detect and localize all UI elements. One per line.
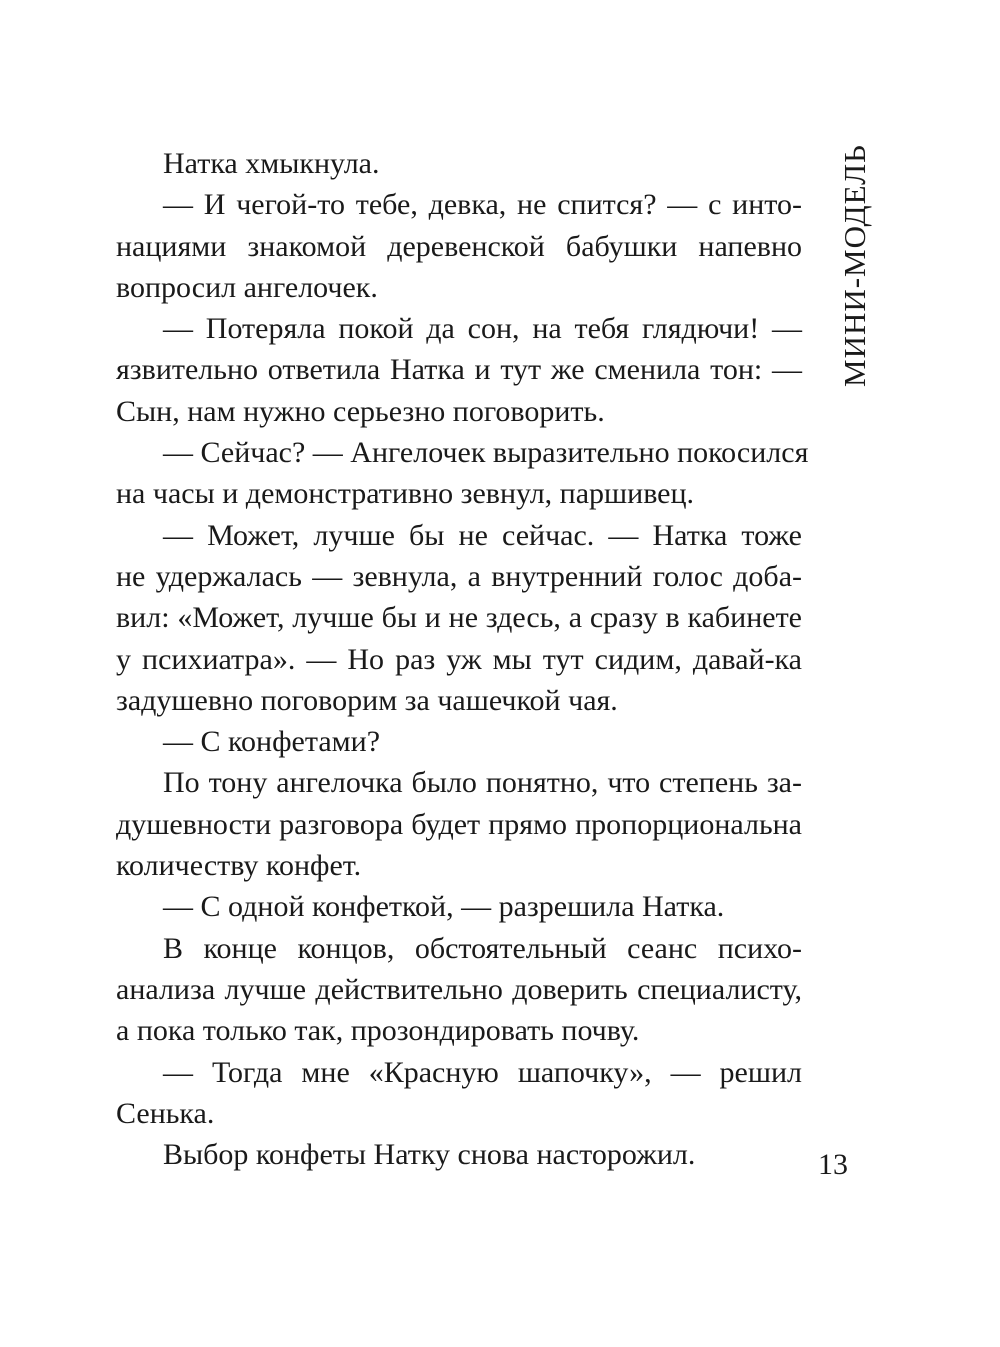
text-line: вил: «Может, лучше бы и не здесь, а сразу в кабинете [116,601,802,635]
text-line: — Потеряла покой да сон, на тебя глядючи! — [163,312,802,346]
text-line: не удержалась — зевнула, а внутренний голос доба- [116,559,802,593]
text-line: язвительно ответила Натка и тут же сменила тон: — [116,353,802,387]
text-line: Сын, нам нужно серьезно поговорить. [116,394,605,428]
page-number: 13 [818,1148,848,1181]
text-line: — С одной конфеткой, — разрешила Натка. [163,890,725,924]
text-line: душевности разговора будет прямо пропорциональна [116,807,802,841]
text-line: Выбор конфеты Натку снова насторожил. [163,1138,696,1172]
text-line: — И чегой-то тебе, девка, не спится? — с инто- [163,188,802,222]
text-line: вопросил ангелочек. [116,270,378,304]
text-line: задушевно поговорим за чашечкой чая. [116,683,618,717]
text-line: Натка хмыкнула. [163,147,380,180]
text-line: на часы и демонстративно зевнул, паршивец. [116,477,695,511]
text-line: нациями знакомой деревенской бабушки напевно [116,229,802,263]
text-line: — Может, лучше бы не сейчас. — Натка тоже [163,518,802,552]
text-line: — Тогда мне «Красную шапочку», — решил [163,1055,802,1089]
text-line: Сенька. [116,1096,215,1130]
text-line: В конце концов, обстоятельный сеанс психо- [163,931,802,965]
text-line: — С конфетами? [163,725,381,759]
text-line: По тону ангелочка было понятно, что степень за- [163,766,802,800]
text-line: количеству конфет. [116,849,362,883]
book-page-text [116,143,809,1175]
text-line: у психиатра». — Но раз уж мы тут сидим, давай-ка [116,642,802,676]
text-line: а пока только так, прозондировать почву. [116,1014,640,1048]
running-head: МИНИ-МОДЕЛЬ [837,144,872,387]
text-line: анализа лучше действительно доверить специалисту, [116,972,802,1006]
text-line: — Сейчас? — Ангелочек выразительно покосился [163,436,809,470]
